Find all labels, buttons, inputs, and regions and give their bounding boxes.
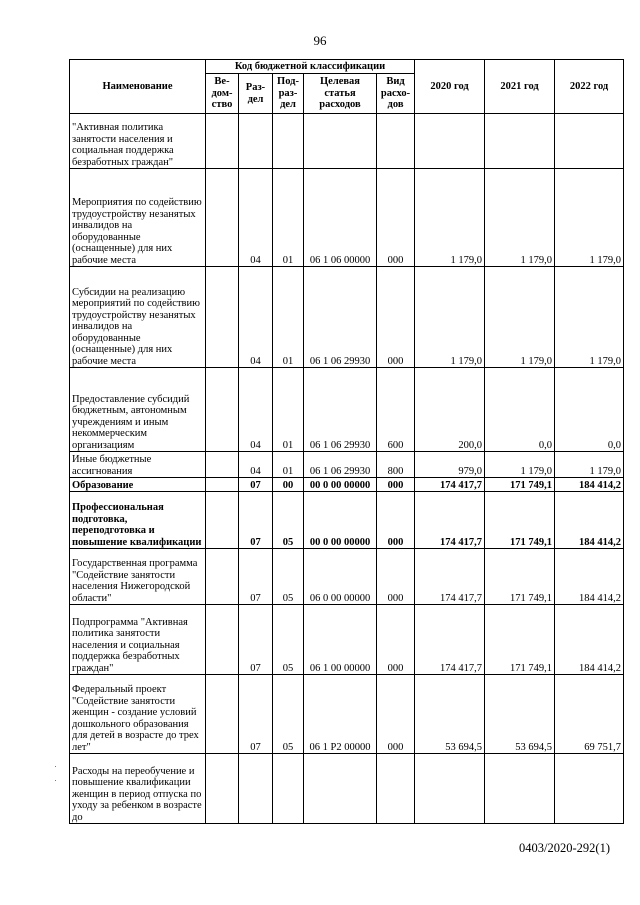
row-value-2022: 184 414,2: [555, 549, 624, 605]
row-podrazdel: 05: [273, 549, 304, 605]
row-value-2020: 174 417,7: [415, 478, 485, 492]
row-vid: 000: [377, 605, 415, 675]
row-target: 06 1 P2 00000: [304, 675, 377, 754]
header-razdel-line: дел: [247, 93, 264, 105]
row-vid: 000: [377, 675, 415, 754]
page-number: 96: [313, 33, 327, 48]
row-podrazdel: 01: [273, 169, 304, 267]
row-podrazdel: 05: [273, 492, 304, 549]
header-vid-line: расхо-: [380, 87, 411, 99]
table-row: [70, 114, 624, 169]
header-vedomstvo: [206, 74, 239, 114]
row-value-2022: 1 179,0: [555, 169, 624, 267]
row-name: Образование: [70, 478, 206, 492]
row-razdel: [239, 114, 273, 169]
header-name: Наименование: [70, 60, 206, 114]
row-value-2021: 171 749,1: [485, 492, 555, 549]
row-name: Иные бюджетные ассигнования: [70, 452, 206, 478]
header-target-line: расходов: [319, 99, 361, 111]
header-podrazdel-line: Под-: [277, 76, 299, 88]
table-row: [70, 267, 624, 368]
table-row: [70, 754, 624, 824]
row-value-2020: 174 417,7: [415, 549, 485, 605]
row-target: 06 1 06 00000: [304, 169, 377, 267]
row-name: Предоставление субсидий бюджетным, автономным учреждениям и иным некоммерческим организациям: [70, 368, 206, 452]
row-target: 00 0 00 00000: [304, 492, 377, 549]
row-vedomstvo: [206, 368, 239, 452]
row-name: Федеральный проект "Содействие занятости женщин - создание условий дошкольного образования для детей в возрасте до трех лет": [70, 675, 206, 754]
header-podrazdel-line: дел: [280, 99, 296, 111]
header-vid: [377, 74, 415, 114]
row-value-2021: [485, 114, 555, 169]
header-vid-line: дов: [387, 99, 404, 111]
row-value-2020: 200,0: [415, 368, 485, 452]
header-vid-line: Вид: [386, 76, 405, 88]
header-razdel-line: Раз-: [245, 82, 266, 93]
row-podrazdel: 05: [273, 605, 304, 675]
row-name: Государственная программа "Содействие занятости населения Нижегородской области": [70, 549, 206, 605]
header-target-line: статья: [324, 87, 356, 99]
row-target: 06 0 00 00000: [304, 549, 377, 605]
row-razdel: 07: [239, 549, 273, 605]
row-value-2022: 0,0: [555, 368, 624, 452]
row-target: 00 0 00 00000: [304, 478, 377, 492]
row-name: Профессиональная подготовка, переподготовка и повышение квалификации: [70, 492, 206, 549]
header-razdel: [239, 74, 273, 114]
header-vedomstvo-line: ство: [211, 99, 233, 111]
row-value-2020: [415, 754, 485, 824]
scan-speck: [55, 780, 56, 781]
row-value-2021: 171 749,1: [485, 478, 555, 492]
row-value-2022: 184 414,2: [555, 605, 624, 675]
table-row: [70, 478, 624, 492]
row-razdel: 04: [239, 368, 273, 452]
row-value-2021: 53 694,5: [485, 675, 555, 754]
row-razdel: 07: [239, 492, 273, 549]
document-code: 0403/2020-292(1): [519, 841, 610, 855]
row-name: Субсидии на реализацию мероприятий по содействию трудоустройству незанятых инвалидов на оборудованные (оснащенные) для них рабочие места: [70, 267, 206, 368]
table-row: [70, 675, 624, 754]
header-podrazdel-line: раз-: [278, 87, 298, 99]
table-row: [70, 605, 624, 675]
row-razdel: 07: [239, 605, 273, 675]
row-vedomstvo: [206, 478, 239, 492]
row-value-2021: 1 179,0: [485, 267, 555, 368]
row-value-2020: 53 694,5: [415, 675, 485, 754]
table-row: [70, 549, 624, 605]
row-vid: 000: [377, 169, 415, 267]
row-vid: [377, 114, 415, 169]
row-vedomstvo: [206, 754, 239, 824]
header-2020: 2020 год: [415, 60, 485, 114]
row-razdel: 07: [239, 675, 273, 754]
row-podrazdel: [273, 114, 304, 169]
row-name: Расходы на переобучение и повышение квалификации женщин в период отпуска по уходу за ребенком в возрасте до: [70, 754, 206, 824]
row-vedomstvo: [206, 114, 239, 169]
header-podrazdel: [273, 74, 304, 114]
header-vedomstvo-line: Ве-: [214, 76, 230, 88]
row-value-2022: 184 414,2: [555, 478, 624, 492]
header-2021: 2021 год: [485, 60, 555, 114]
row-vid: 000: [377, 478, 415, 492]
budget-table: [69, 59, 624, 824]
row-value-2021: 171 749,1: [485, 605, 555, 675]
row-vedomstvo: [206, 605, 239, 675]
header-2022: 2022 год: [555, 60, 624, 114]
row-podrazdel: 01: [273, 368, 304, 452]
row-value-2021: 171 749,1: [485, 549, 555, 605]
row-value-2022: 184 414,2: [555, 492, 624, 549]
row-vedomstvo: [206, 549, 239, 605]
row-vedomstvo: [206, 169, 239, 267]
row-vid: 600: [377, 368, 415, 452]
row-target: 06 1 06 29930: [304, 368, 377, 452]
row-value-2020: 174 417,7: [415, 492, 485, 549]
row-vid: [377, 754, 415, 824]
row-value-2021: 1 179,0: [485, 452, 555, 478]
row-name: "Активная политика занятости населения и социальная поддержка безработных граждан": [70, 114, 206, 169]
row-target: 06 1 00 00000: [304, 605, 377, 675]
row-razdel: [239, 754, 273, 824]
row-value-2020: 979,0: [415, 452, 485, 478]
row-razdel: 04: [239, 169, 273, 267]
row-value-2022: [555, 114, 624, 169]
table-row: [70, 169, 624, 267]
row-vedomstvo: [206, 675, 239, 754]
row-target: [304, 114, 377, 169]
row-value-2022: 1 179,0: [555, 452, 624, 478]
row-value-2021: [485, 754, 555, 824]
table-row: [70, 368, 624, 452]
scan-speck: [55, 766, 56, 767]
row-value-2021: 0,0: [485, 368, 555, 452]
row-razdel: 04: [239, 267, 273, 368]
row-target: 06 1 06 29930: [304, 452, 377, 478]
table-row: [70, 452, 624, 478]
row-vedomstvo: [206, 492, 239, 549]
row-podrazdel: 01: [273, 267, 304, 368]
row-vid: 000: [377, 549, 415, 605]
row-name: Мероприятия по содействию трудоустройству незанятых инвалидов на оборудованные (оснащенные) для них рабочие места: [70, 169, 206, 267]
row-vid: 800: [377, 452, 415, 478]
table-body: [70, 114, 624, 824]
row-razdel: 07: [239, 478, 273, 492]
table-row: [70, 492, 624, 549]
row-value-2022: [555, 754, 624, 824]
row-vedomstvo: [206, 452, 239, 478]
header-target-line: Целевая: [320, 76, 360, 88]
row-podrazdel: 00: [273, 478, 304, 492]
row-value-2021: 1 179,0: [485, 169, 555, 267]
row-target: [304, 754, 377, 824]
row-value-2022: 1 179,0: [555, 267, 624, 368]
row-target: 06 1 06 29930: [304, 267, 377, 368]
row-vid: 000: [377, 267, 415, 368]
row-value-2020: [415, 114, 485, 169]
row-value-2020: 1 179,0: [415, 169, 485, 267]
row-vedomstvo: [206, 267, 239, 368]
row-vid: 000: [377, 492, 415, 549]
row-value-2020: 174 417,7: [415, 605, 485, 675]
row-podrazdel: 01: [273, 452, 304, 478]
header-target: [304, 74, 377, 114]
row-value-2020: 1 179,0: [415, 267, 485, 368]
row-razdel: 04: [239, 452, 273, 478]
header-vedomstvo-line: дом-: [211, 87, 233, 99]
row-name: Подпрограмма "Активная политика занятости населения и социальная поддержка безработных граждан": [70, 605, 206, 675]
row-podrazdel: [273, 754, 304, 824]
row-value-2022: 69 751,7: [555, 675, 624, 754]
row-podrazdel: 05: [273, 675, 304, 754]
header-code-group: Код бюджетной классификации: [206, 60, 415, 74]
